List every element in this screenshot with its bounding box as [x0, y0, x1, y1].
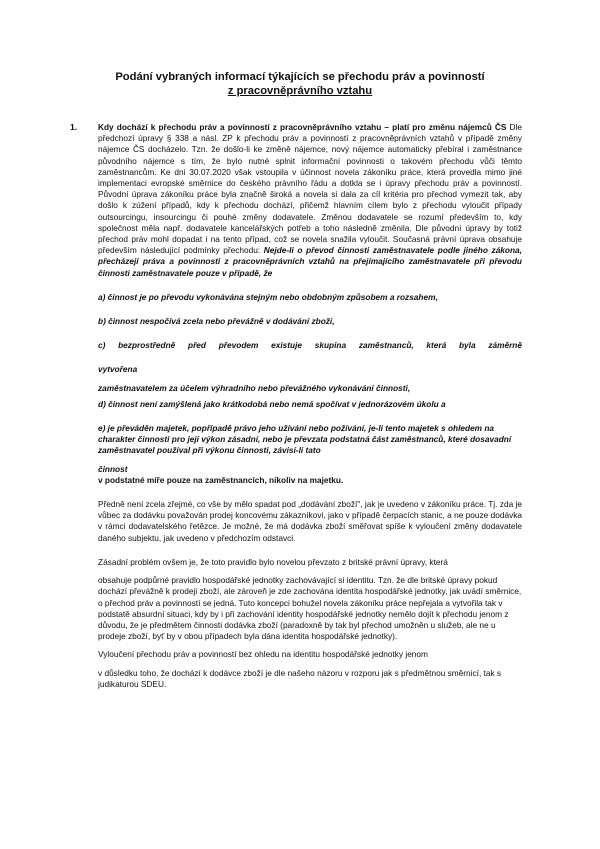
section-intro-paragraph — [98, 122, 522, 279]
paragraph-british-rule-start: Zásadní problém ovšem je, že toto pravidlo bylo novelou převzato z britské právní úpravy, která — [98, 556, 448, 567]
condition-a: a) činnost je po převodu vykonávána stejným nebo obdobným způsobem a rozsahem, — [98, 291, 438, 302]
title-line-2: z pracovněprávního vztahu — [227, 85, 373, 97]
condition-e: e) je převáděn majetek, popřípadě právo jeho užívání nebo požívání, je-li tento majetek s ohledem na charakter činnosti pro její výkon zásadní, nebo je převzata podstatná část zaměstnanců, které dosavadní zaměstnavatel používal při výkonu činnosti, závisí-li tato — [98, 423, 512, 456]
title-line-1: Podání vybraných informací týkajících se přechodu práv a povinností — [115, 71, 485, 83]
condition-c: c) bezprostředně před převodem existuje skupina zaměstnanců, která byla záměrně — [98, 340, 522, 351]
paragraph-british-rule: obsahuje podpůrné pravidlo hospodářské jednotky zachovávající si identitu. Tzn. že dle britské úpravy pokud dochází převážně k prodeji zboží, ale zároveň je zde zachována identita hospodářské jednotky, jak uvádí směrnice, o přechod práv a povinností se jedná. Tuto koncepci bohužel novela zákoníku práce nepřejala a vytvořila tak v podstatě absurdní situaci, kdy by i při zachování identity hospodářské jednotky nemělo dojít k přechodu jenom z důvodu, že je předmětem činnosti dodávka zboží (paradoxně by tak byl přechod umožněn u služeb, ale ne u prodeje zboží, byť by v obou případech byla dána identita hospodářské jednotky). — [98, 575, 522, 642]
condition-b: b) činnost nespočívá zcela nebo převážně v dodávání zboží, — [98, 316, 335, 327]
paragraph-conclusion: v důsledku toho, že dochází k dodávce zboží je dle našeho názoru v rozporu jak s předmětnou směrnicí, tak s judikaturou SDEU. — [98, 667, 502, 689]
section-intro: Dle předchozí úpravy § 338 a násl. ZP k přechodu práv a povinností z pracovněprávních vztahů v případě změny nájemce ČS docházelo. Tzn. že došlo-li ke změně nájemce, nový nájemce automaticky přebíral i zaměstnance původního nájemce s tím, že bylo nutné splnit informační povinnosti o takovém přechodu vůči těmto zaměstnancům. Ke dni 30.07.2020 však vstoupila v účinnost novela zákoníku práce, která provedla mimo jiné implementaci evropské směrnice do českého právního řádu a dotkla se i úpravy přechodu práv a povinností. Původní úprava zákoníku práce byla značně široká a novela si dala za cíl kritéria pro přechod vymezit tak, aby došlo k zúžení případů, kdy k přechodu dochází, přičemž hlavním cílem bylo z přechodu vyloučit případy outsourcingu, insourcingu či pouhé změny dodavatele. Změnou dodavatele se rozumí především to, kdy společnost měla např. dodavatele kancelářských potřeb a toho následně změnila. Dle původní úpravy by totiž přechod práv mohl dopadat i na tento případ, což se novela snažila vyloučit. Současná právní úprava obsahuje především následující podmínky přechodu: — [98, 122, 522, 256]
document-title — [60, 70, 540, 98]
condition-intro: Nejde-li o převod činnosti zaměstnavatele podle jiného zákona, přecházejí práva a povinnosti z pracovněprávních vztahů na přejímajícího zaměstnavatele při převodu činnosti zaměstnavatele pouze v případě, že — [98, 245, 522, 278]
section-number: 1. — [70, 122, 78, 132]
condition-c-end: zaměstnavatelem za účelem výhradního nebo převážného vykonávání činnosti, — [98, 382, 411, 393]
condition-d: d) činnost není zamýšlená jako krátkodobá nebo nemá spočívat v jednorázovém úkolu a — [98, 398, 446, 409]
section-body — [98, 122, 522, 690]
condition-e-continued: činnost — [98, 463, 128, 474]
section-heading: Kdy dochází k přechodu práv a povinností z pracovněprávního vztahu – platí pro změnu nájemců ČS — [98, 122, 507, 132]
condition-e-end: v podstatné míře pouze na zaměstnancích, nikoliv na majetku. — [98, 474, 344, 485]
paragraph-conclusion-start: Vyloučení přechodu práv a povinností bez ohledu na identitu hospodářské jednotky jenom — [98, 649, 428, 660]
condition-c-continued: vytvořena — [98, 364, 138, 375]
paragraph-goods-supply: Předně není zcela zřejmé, co vše by mělo spadat pod „dodávání zboží", jak je uvedeno v zákoníku práce. Tj. zda je vůbec za dodávku považován prodej koncovému zákazníkovi, jako v případě čerpacích stanic, a ne pouze dodávka v rámci dodavatelského řetězce. Je možné, že má dodávka zboží směřovat spíše k vyloučení změny dodavatele daného subjektu, jak uvedeno v předchozím odstavci. — [98, 499, 522, 543]
